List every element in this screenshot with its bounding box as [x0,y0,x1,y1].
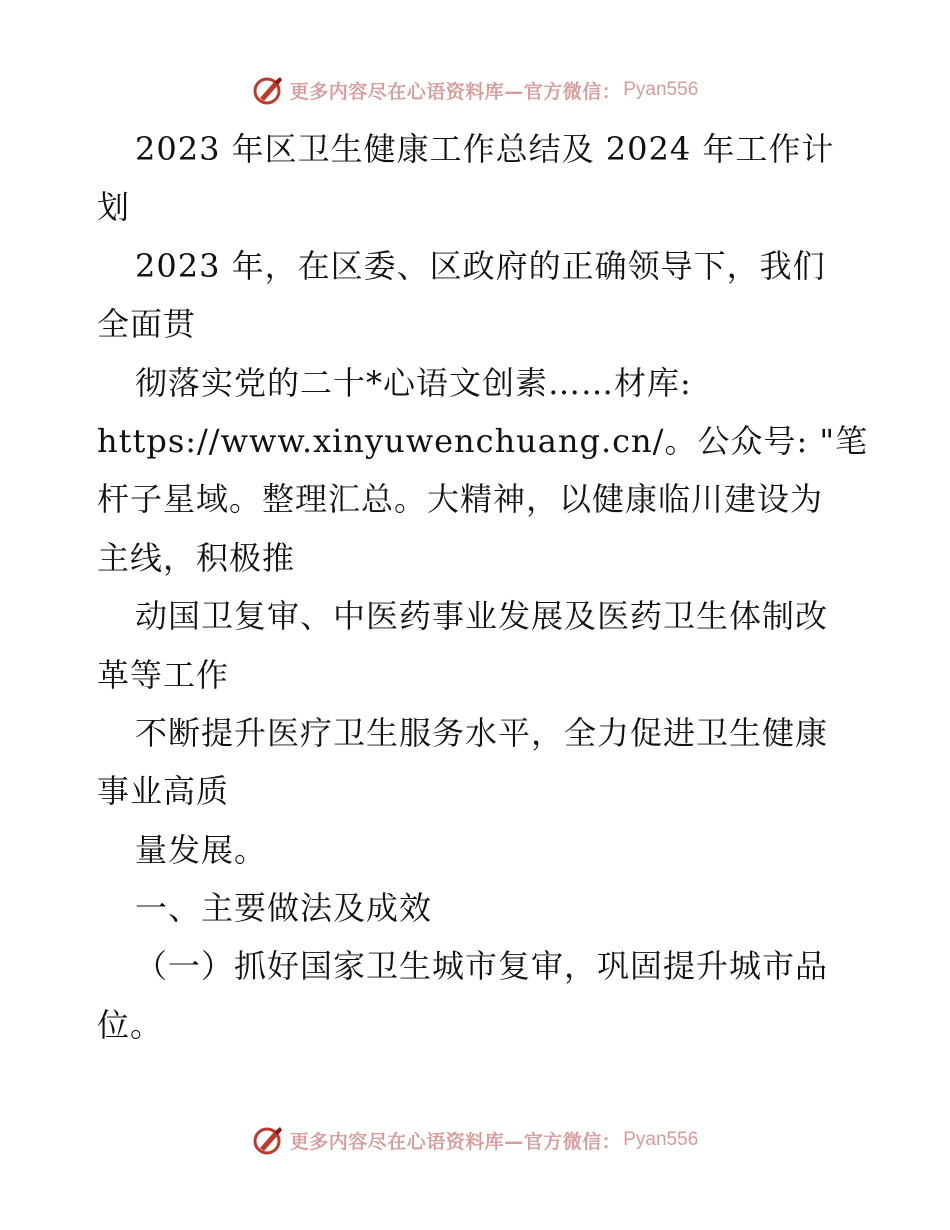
paragraph-line: https://www.xinyuwenchuang.cn/。公众号: "笔 [97,421,869,460]
paragraph-line: 不断提升医疗卫生服务水平，全力促进卫生健康 [135,713,829,752]
title-line-2: 划 [97,188,131,227]
paragraph-line: 2023 年，在区委、区政府的正确领导下，我们 [135,246,826,285]
paragraph-line: 全面贯 [97,305,197,344]
paragraph-line: 彻落实党的二十*心语文创素……材库: [135,363,692,402]
subsection-heading: （一）抓好国家卫生城市复审，巩固提升城市品 [135,947,829,986]
paragraph-line: 量发展。 [135,830,268,869]
section-heading: 一、主要做法及成效 [135,889,433,928]
paragraph-line: 革等工作 [97,655,230,694]
paragraph-line: 杆子星域。整理汇总。大精神，以健康临川建设为 [97,480,824,519]
watermark-handle: Pyan556 [623,79,699,100]
title-line-1: 2023 年区卫生健康工作总结及 2024 年工作计 [135,130,835,168]
paragraph-line: 动国卫复审、中医药事业发展及医药卫生体制改 [135,597,829,636]
pen-logo-icon [252,74,284,106]
watermark-text: 更多内容尽在心语资料库—官方微信： [289,80,622,103]
paragraph-line: 事业高质 [97,772,230,811]
pen-logo-icon [252,1124,284,1156]
header-watermark [0,72,950,108]
subsection-heading-cont: 位。 [97,1005,164,1044]
paragraph-line: 主线，积极推 [97,538,296,577]
watermark-handle: Pyan556 [623,1129,699,1150]
footer-watermark [0,1122,950,1158]
document-body [97,120,869,1054]
watermark-text: 更多内容尽在心语资料库—官方微信： [289,1130,622,1153]
